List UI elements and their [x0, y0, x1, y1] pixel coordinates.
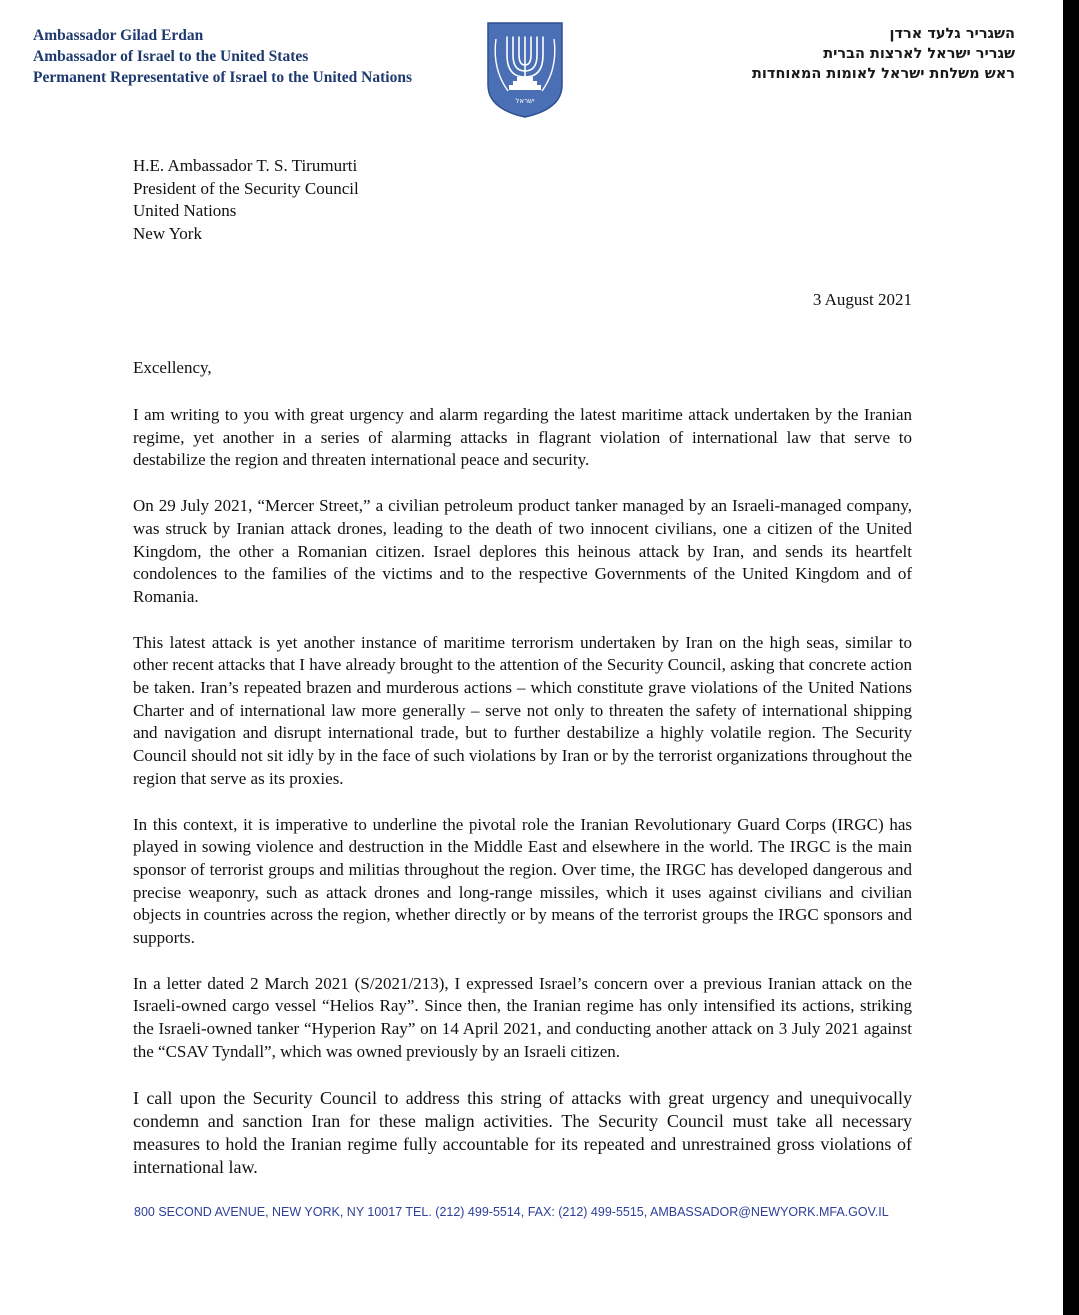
body-paragraph: In a letter dated 2 March 2021 (S/2021/213), I expressed Israel’s concern over a previous Iranian attack on the Israeli-owned cargo vessel “Helios Ray”. Since then, the Iranian regime has only intensified its actions, striking the Israeli-owned tanker “Hyperion Ray” on 14 April 2021, and conducting another attack on 3 July 2021 against the “CSAV Tyndall”, which was owned previously by an Israeli citizen. [133, 973, 912, 1061]
body-paragraph: On 29 July 2021, “Mercer Street,” a civilian petroleum product tanker managed by an Israeli-managed company, was struck by Iranian attack drones, leading to the death of two innocent civilians, one a citizen of the United Kingdom, the other a Romanian citizen. Israel deplores this heinous attack by Iran, and sends its heartfelt condolences to the families of the victims and to the respective Governments of the United Kingdom and of Romania. [133, 496, 912, 606]
body-paragraph: I call upon the Security Council to address this string of attacks with great urgency and unequivocally condemn and sanction Iran for these malign activities. The Security Council must take all necessary measures to hold the Iranian regime fully accountable for its repeated and unrestrained gross violations of international law. [133, 1087, 912, 1177]
sender-name: Ambassador Gilad Erdan [33, 27, 204, 44]
emblem-text: ישראל [515, 97, 535, 105]
israel-emblem-icon [486, 21, 564, 119]
addressee-line: New York [133, 223, 202, 243]
hebrew-line-1: השגריר גלעד ארדן [889, 26, 1015, 42]
sender-title-us: Ambassador of Israel to the United States [33, 48, 309, 65]
footer-contact: 800 SECOND AVENUE, NEW YORK, NY 10017 TEL. (212) 499-5514, FAX: (212) 499-5515, AMBASSADOR@NEWYORK.MFA.GOV.IL [134, 1205, 889, 1219]
letter-body [133, 404, 912, 1202]
body-paragraph: This latest attack is yet another instance of maritime terrorism undertaken by Iran on the high seas, similar to other recent attacks that I have already brought to the attention of the Security Council, asking that concrete action be taken. Iran’s repeated brazen and murderous actions – which constitute grave violations of the United Nations Charter and of international law more generally – serve not only to threaten the safety of international shipping and navigation and disrupt international trade, but to further destabilize a highly volatile region. The Security Council should not sit idly by in the face of such violations by Iran or by the terrorist organizations throughout the region that serve as its proxies. [133, 632, 912, 788]
addressee-block [133, 155, 359, 245]
letter-date: 3 August 2021 [812, 290, 912, 309]
letterhead-hebrew [752, 24, 1015, 84]
addressee-line: President of the Security Council [133, 178, 359, 198]
hebrew-line-3: ראש משלחת ישראל לאומות המאוחדות [752, 66, 1015, 82]
letterhead-english [33, 25, 412, 88]
body-paragraph: In this context, it is imperative to underline the pivotal role the Iranian Revolutionary Guard Corps (IRGC) has played in sowing violence and destruction in the Middle East and elsewhere in the world. The IRGC is the main sponsor of terrorist groups and militias throughout the region. Over time, the IRGC has developed dangerous and precise weaponry, such as attack drones and long-range missiles, which it uses against civilians and civilian objects in countries across the region, whether directly or by means of the terrorist groups the IRGC sponsors and supports. [133, 814, 912, 948]
addressee-line: United Nations [133, 201, 237, 220]
addressee-line: H.E. Ambassador T. S. Tirumurti [133, 156, 358, 175]
hebrew-line-2: שגריר ישראל לארצות הברית [823, 46, 1015, 62]
body-paragraph: I am writing to you with great urgency and alarm regarding the latest maritime attack undertaken by the Iranian regime, yet another in a series of alarming attacks in flagrant violation of international law that serve to destabilize the region and threaten international peace and security. [133, 405, 912, 470]
salutation: Excellency, [133, 358, 212, 377]
sender-title-un: Permanent Representative of Israel to the United Nations [33, 69, 412, 86]
